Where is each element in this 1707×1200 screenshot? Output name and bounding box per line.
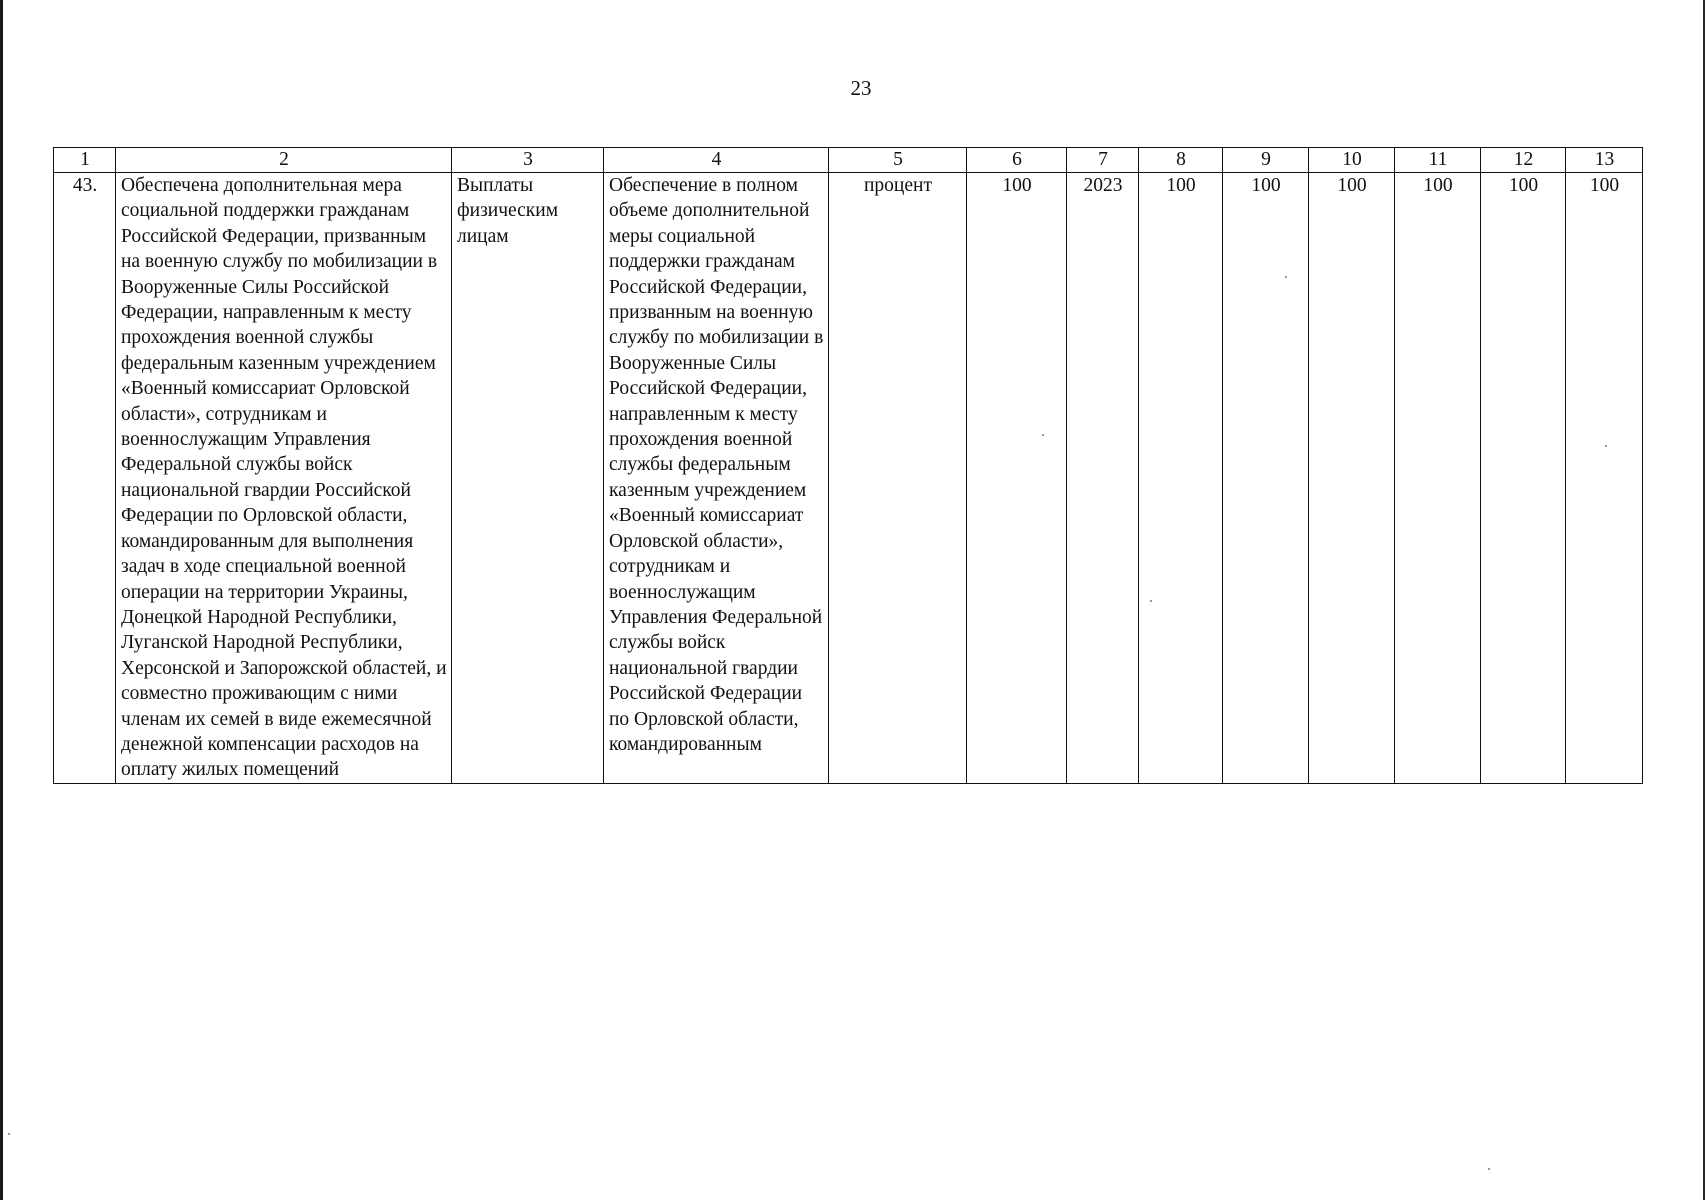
- value-col-12: 100: [1481, 173, 1566, 784]
- column-number-4: 4: [604, 148, 829, 173]
- value-col-8: 100: [1139, 173, 1223, 784]
- result-type: Выплаты физическим лицам: [452, 173, 604, 784]
- column-number-3: 3: [452, 148, 604, 173]
- page-right-edge: [1703, 0, 1705, 1200]
- scan-speck: [1042, 434, 1044, 436]
- value-col-9: 100: [1223, 173, 1309, 784]
- unit-of-measure: процент: [829, 173, 967, 784]
- column-number-12: 12: [1481, 148, 1566, 173]
- table-row: [54, 173, 1643, 784]
- column-number-9: 9: [1223, 148, 1309, 173]
- result-characteristic: Обеспечение в полном объеме дополнительной меры социальной поддержки гражданам Российской Федерации, призванным на военную службу по мобилизации в Вооруженные Силы Российской Федерации, направленным к месту прохождения военной службы федеральным казенным учреждением «Военный комиссариат Орловской области», сотрудникам и военнослужащим Управления Федеральной службы войск национальной гвардии Российской Федерации по Орловской области, командированным: [604, 173, 829, 784]
- column-number-1: 1: [54, 148, 116, 173]
- value-col-10: 100: [1309, 173, 1395, 784]
- base-year: 2023: [1067, 173, 1139, 784]
- page-left-edge: [0, 0, 3, 1200]
- indicators-table: [53, 147, 1643, 784]
- value-col-11: 100: [1395, 173, 1481, 784]
- column-number-2: 2: [116, 148, 452, 173]
- column-number-11: 11: [1395, 148, 1481, 173]
- base-value: 100: [967, 173, 1067, 784]
- value-col-13: 100: [1566, 173, 1643, 784]
- column-number-5: 5: [829, 148, 967, 173]
- scan-speck: [1488, 1168, 1490, 1170]
- scan-speck: [1150, 600, 1152, 602]
- column-number-row: [54, 148, 1643, 173]
- scan-speck: [8, 1133, 10, 1135]
- column-number-8: 8: [1139, 148, 1223, 173]
- scan-speck: [1605, 445, 1607, 447]
- scan-speck: [1285, 276, 1287, 278]
- column-number-7: 7: [1067, 148, 1139, 173]
- result-description: Обеспечена дополнительная мера социальной поддержки гражданам Российской Федерации, призванным на военную службу по мобилизации в Вооруженные Силы Российской Федерации, направленным к месту прохождения военной службы федеральным казенным учреждением «Военный комиссариат Орловской области», сотрудникам и военнослужащим Управления Федеральной службы войск национальной гвардии Российской Федерации по Орловской области, командированным для выполнения задач в ходе специальной военной операции на территории Украины, Донецкой Народной Республики, Луганской Народной Республики, Херсонской и Запорожской областей, и совместно проживающим с ними членам их семей в виде ежемесячной денежной компенсации расходов на оплату жилых помещений: [116, 173, 452, 784]
- column-number-10: 10: [1309, 148, 1395, 173]
- column-number-13: 13: [1566, 148, 1643, 173]
- page-number: 23: [850, 76, 872, 100]
- column-number-6: 6: [967, 148, 1067, 173]
- row-index: 43.: [54, 173, 116, 784]
